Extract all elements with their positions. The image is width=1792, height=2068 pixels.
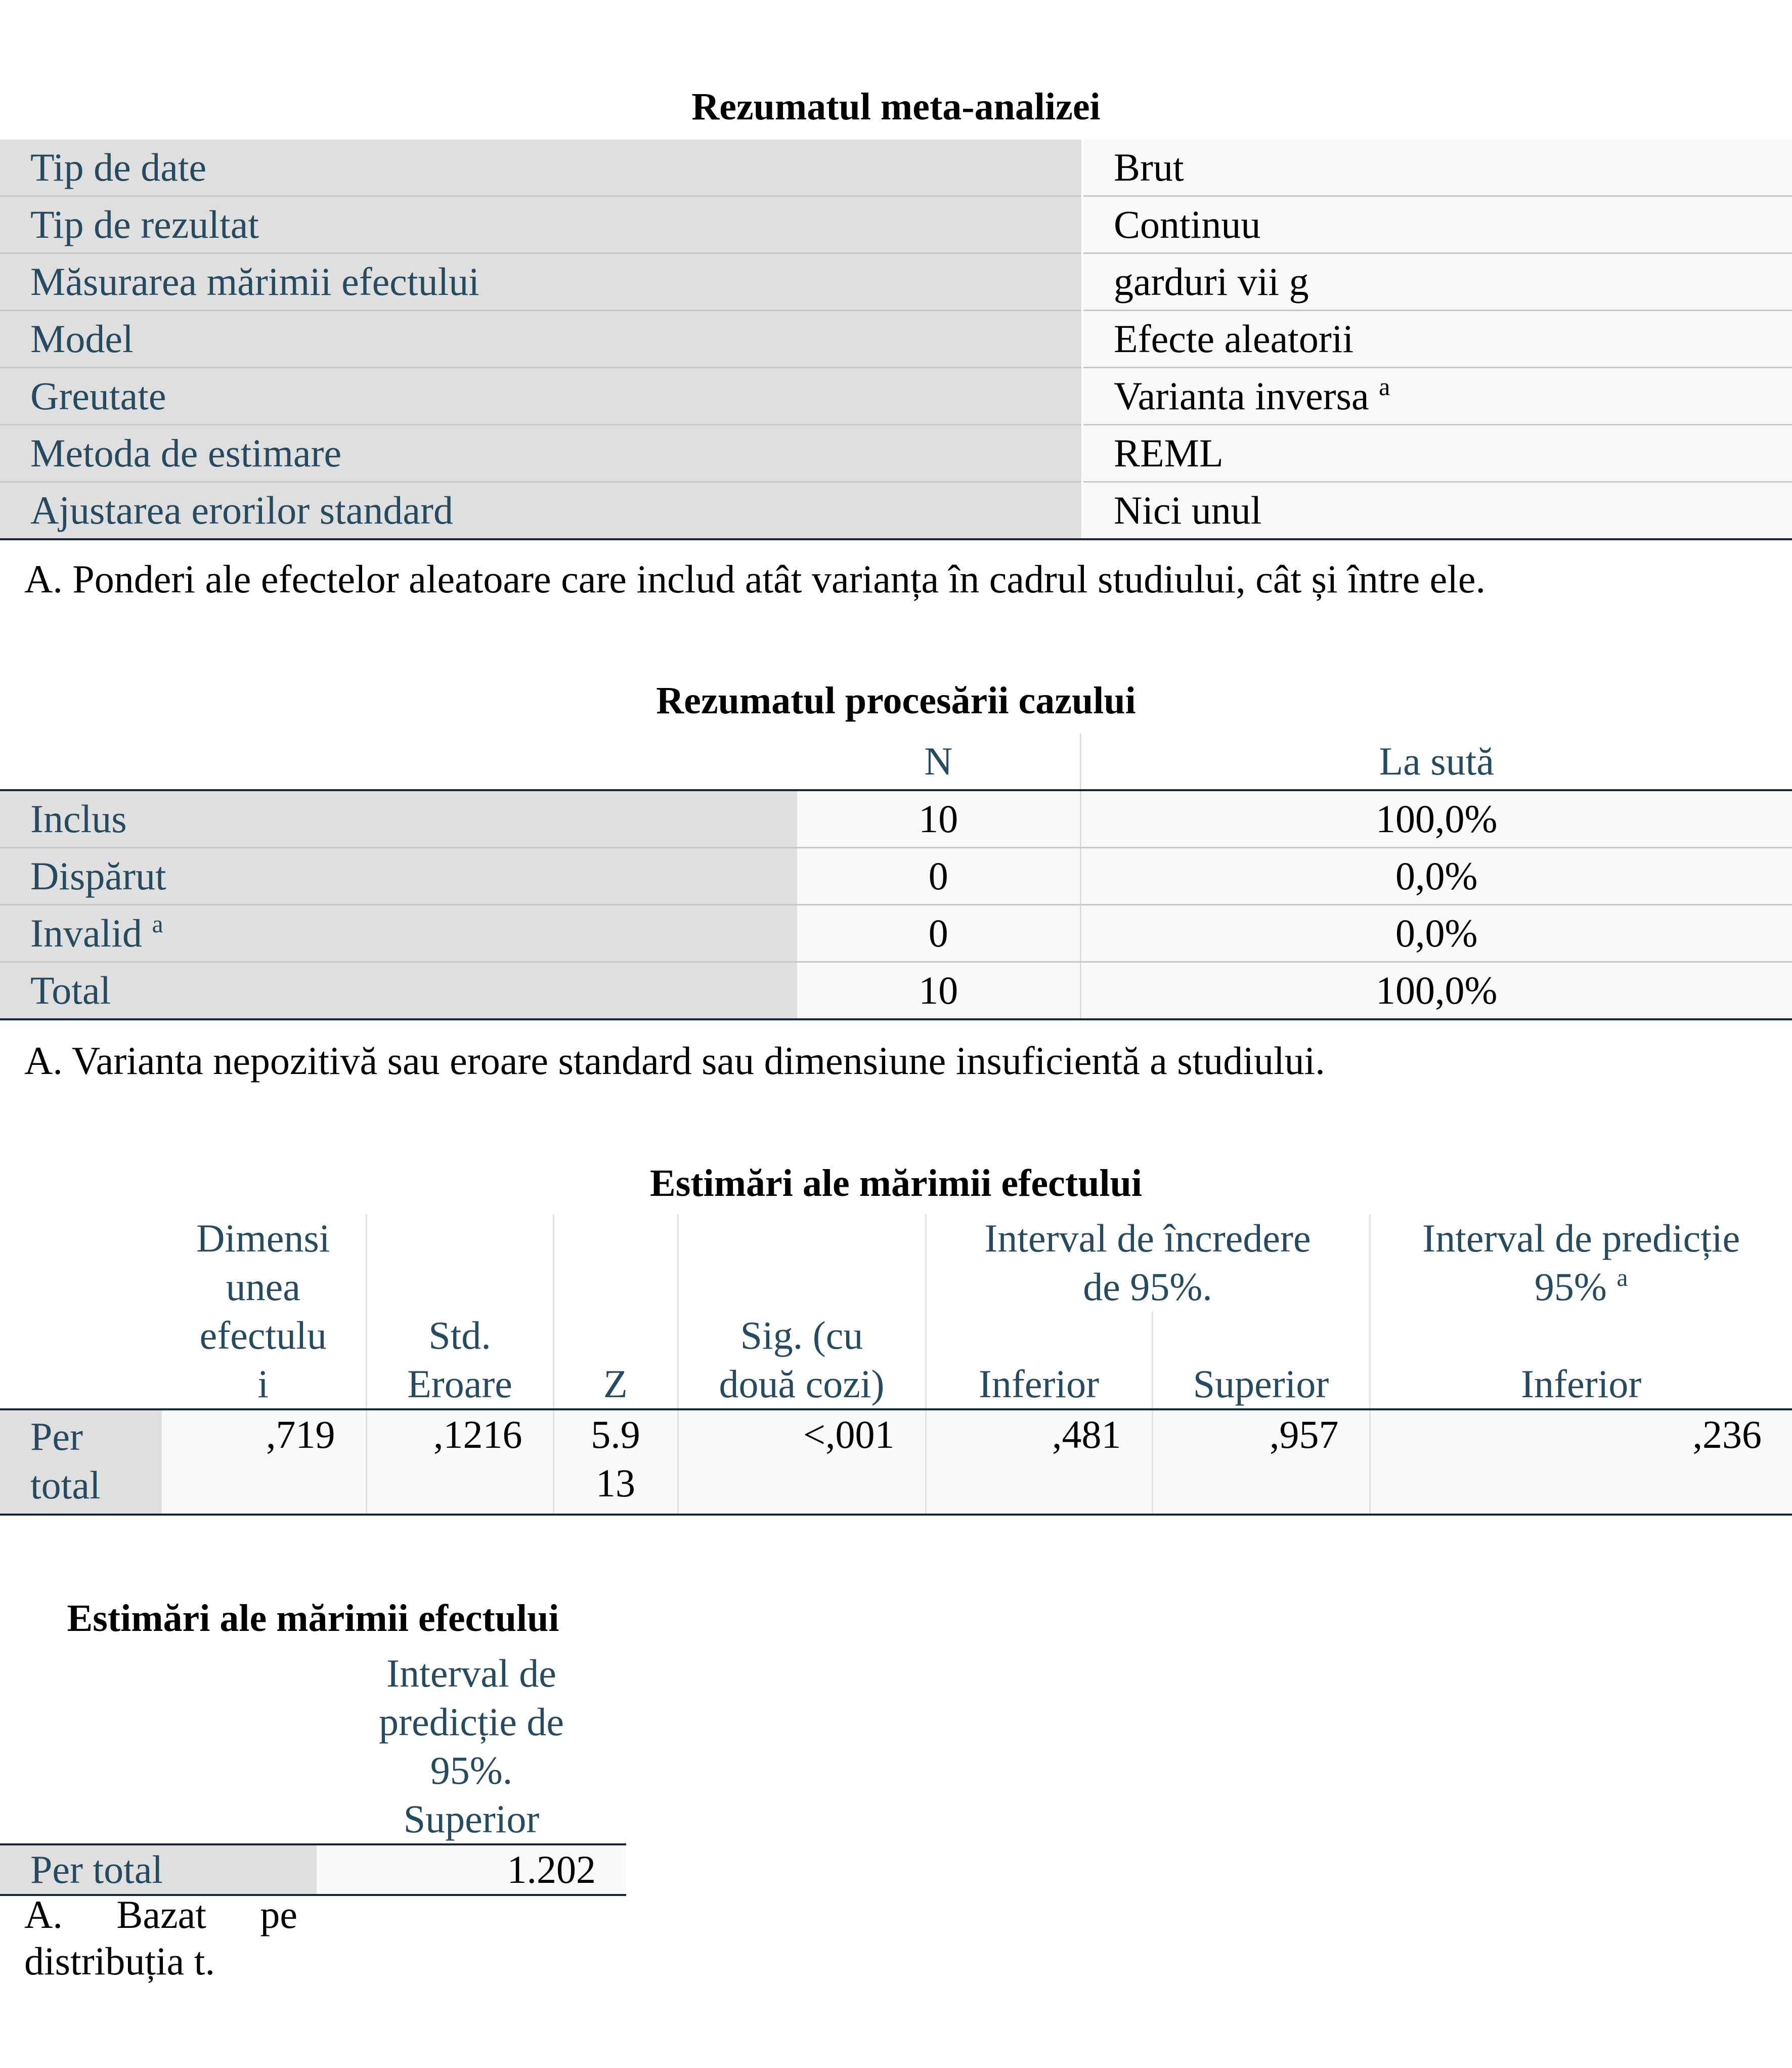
table2-footnote: A. Varianta nepozitivă sau eroare standard sau dimensiune insuficientă a studiului. — [24, 1039, 1325, 1083]
header-blank — [0, 1214, 161, 1409]
table2-row — [0, 905, 1792, 962]
table1-row-value — [1082, 482, 1792, 540]
table1-row-value — [1082, 425, 1792, 482]
header-sig-line1: Sig. (cu — [740, 1313, 863, 1357]
col-header-percent: La sută — [1080, 734, 1792, 790]
table1-row-value-text: Continuu — [1114, 202, 1261, 246]
table1-row-value — [1082, 311, 1792, 368]
header-pi-line1: Interval de predicție — [1422, 1216, 1740, 1260]
table1-row-value — [1082, 196, 1792, 253]
table1-row-label: Tip de date — [0, 140, 1082, 196]
t4-header-blank — [0, 1647, 317, 1844]
table2-row-label-text: Total — [30, 968, 111, 1012]
table1-row-value-text: Efecte aleatorii — [1114, 317, 1354, 361]
col-header-blank — [0, 734, 797, 790]
cell-effect-size: ,719 — [161, 1409, 366, 1515]
table1-row — [0, 140, 1792, 196]
table1-row — [0, 425, 1792, 482]
table1-footnote-mark: a — [1379, 372, 1390, 401]
header-ci-line1: Interval de încredere — [984, 1216, 1311, 1260]
col-header-n: N — [797, 734, 1080, 790]
header-effect-size — [161, 1214, 366, 1409]
table1-row-label: Ajustarea erorilor standard — [0, 482, 1082, 540]
table2-row-n: 0 — [797, 905, 1080, 962]
header-std-error — [366, 1214, 553, 1409]
cell-z — [553, 1409, 678, 1515]
table2-row-label — [0, 848, 797, 905]
header-pi-footnote-mark: a — [1616, 1263, 1628, 1291]
table4-footnote — [24, 1892, 297, 1984]
table4-footnote-word1: A. — [24, 1892, 63, 1936]
table2-row-label — [0, 962, 797, 1020]
cell-z-line1: 5.9 — [591, 1412, 640, 1456]
header-effect-size-line1: Dimensi — [196, 1216, 330, 1260]
table1-row — [0, 482, 1792, 540]
table2-row — [0, 790, 1792, 848]
table2-row-percent: 0,0% — [1080, 905, 1792, 962]
table2-row-label-text: Invalid — [30, 911, 142, 955]
cell-ci-lower: ,481 — [926, 1409, 1152, 1515]
header-sig — [678, 1214, 926, 1409]
table1-row-label: Metoda de estimare — [0, 425, 1082, 482]
table4-footnote-line2: distribuția t. — [24, 1939, 215, 1983]
t4-header-line3: 95%. — [430, 1748, 513, 1792]
cell-pi-lower: ,236 — [1370, 1409, 1792, 1515]
table1-row-label: Tip de rezultat — [0, 196, 1082, 253]
effect-size-estimates-table — [0, 1214, 1792, 1516]
t4-header-line1: Interval de — [386, 1651, 556, 1695]
case-processing-summary-table — [0, 734, 1792, 1020]
header-ci-upper: Superior — [1152, 1311, 1370, 1409]
cell-ci-upper: ,957 — [1152, 1409, 1370, 1515]
table1-row-value — [1082, 368, 1792, 425]
header-pi-lower: Inferior — [1370, 1311, 1792, 1409]
table1-row — [0, 368, 1792, 425]
table1-row-label: Măsurarea mărimii efectului — [0, 253, 1082, 311]
table1-row-value-text: garduri vii g — [1114, 260, 1309, 304]
t4-header-line2: predicție de — [379, 1700, 564, 1744]
header-effect-size-line3: efectulu — [199, 1313, 327, 1357]
table4-footnote-line1 — [24, 1892, 297, 1937]
table1-row-value-text: Brut — [1114, 145, 1184, 189]
header-prediction-interval — [1370, 1214, 1792, 1311]
table2-row-label — [0, 905, 797, 962]
table2-title: Rezumatul procesării cazului — [656, 679, 1136, 722]
table4-title: Estimări ale mărimii efectului — [67, 1597, 559, 1640]
header-std-error-line1: Std. — [428, 1313, 491, 1357]
row-label-line1: Per — [30, 1414, 83, 1458]
table2-row-percent: 100,0% — [1080, 790, 1792, 848]
table1-row-value-text: REML — [1114, 431, 1223, 475]
table1-title: Rezumatul meta-analizei — [691, 85, 1101, 128]
table1-row-value — [1082, 140, 1792, 196]
table2-row — [0, 848, 1792, 905]
table1-row-value-text: Varianta inversa — [1114, 374, 1369, 418]
row-label-line2: total — [30, 1463, 101, 1507]
t4-row-label: Per total — [0, 1844, 317, 1895]
cell-z-line2: 13 — [596, 1461, 635, 1505]
cell-sig: <,001 — [678, 1409, 926, 1515]
header-sig-line2: două cozi) — [719, 1362, 885, 1406]
header-std-error-line2: Eroare — [407, 1362, 512, 1406]
table4-footnote-word3: pe — [260, 1892, 297, 1936]
table1-row-value — [1082, 253, 1792, 311]
table2-row-label-text: Dispărut — [30, 854, 166, 898]
table2-row-percent: 100,0% — [1080, 962, 1792, 1020]
header-ci-line2: de 95%. — [1083, 1265, 1212, 1309]
t4-header-line4: Superior — [403, 1797, 540, 1841]
table2-row-n: 10 — [797, 962, 1080, 1020]
table1-row — [0, 253, 1792, 311]
table2-row-label-text: Inclus — [30, 797, 127, 841]
table1-row-label: Greutate — [0, 368, 1082, 425]
table1-row-value-text: Nici unul — [1114, 488, 1262, 532]
table1-row — [0, 196, 1792, 253]
table1-row-label: Model — [0, 311, 1082, 368]
header-z — [553, 1214, 678, 1409]
table2-row-n: 10 — [797, 790, 1080, 848]
header-effect-size-line4: i — [257, 1362, 269, 1406]
table2-footnote-mark: a — [152, 910, 163, 938]
header-effect-size-line2: unea — [226, 1265, 300, 1309]
table2-row-percent: 0,0% — [1080, 848, 1792, 905]
table1-row — [0, 311, 1792, 368]
meta-analysis-summary-table — [0, 140, 1792, 540]
header-confidence-interval — [926, 1214, 1370, 1311]
table4-footnote-word2: Bazat — [116, 1892, 206, 1936]
row-label-overall — [0, 1409, 161, 1515]
table1-footnote: A. Ponderi ale efectelor aleatoare care includ atât varianța în cadrul studiului, cât și între ele. — [24, 557, 1486, 601]
header-ci-lower: Inferior — [926, 1311, 1152, 1409]
table3-title: Estimări ale mărimii efectului — [650, 1162, 1142, 1204]
table2-row-n: 0 — [797, 848, 1080, 905]
prediction-interval-upper-table — [0, 1647, 626, 1896]
table2-row-label — [0, 790, 797, 848]
cell-std-error: ,1216 — [366, 1409, 553, 1515]
table2-row — [0, 962, 1792, 1020]
t4-cell-value: 1.202 — [317, 1844, 626, 1895]
t4-header-prediction-upper — [317, 1647, 626, 1844]
header-pi-line2: 95% — [1534, 1265, 1607, 1309]
header-z-text: Z — [603, 1362, 628, 1406]
